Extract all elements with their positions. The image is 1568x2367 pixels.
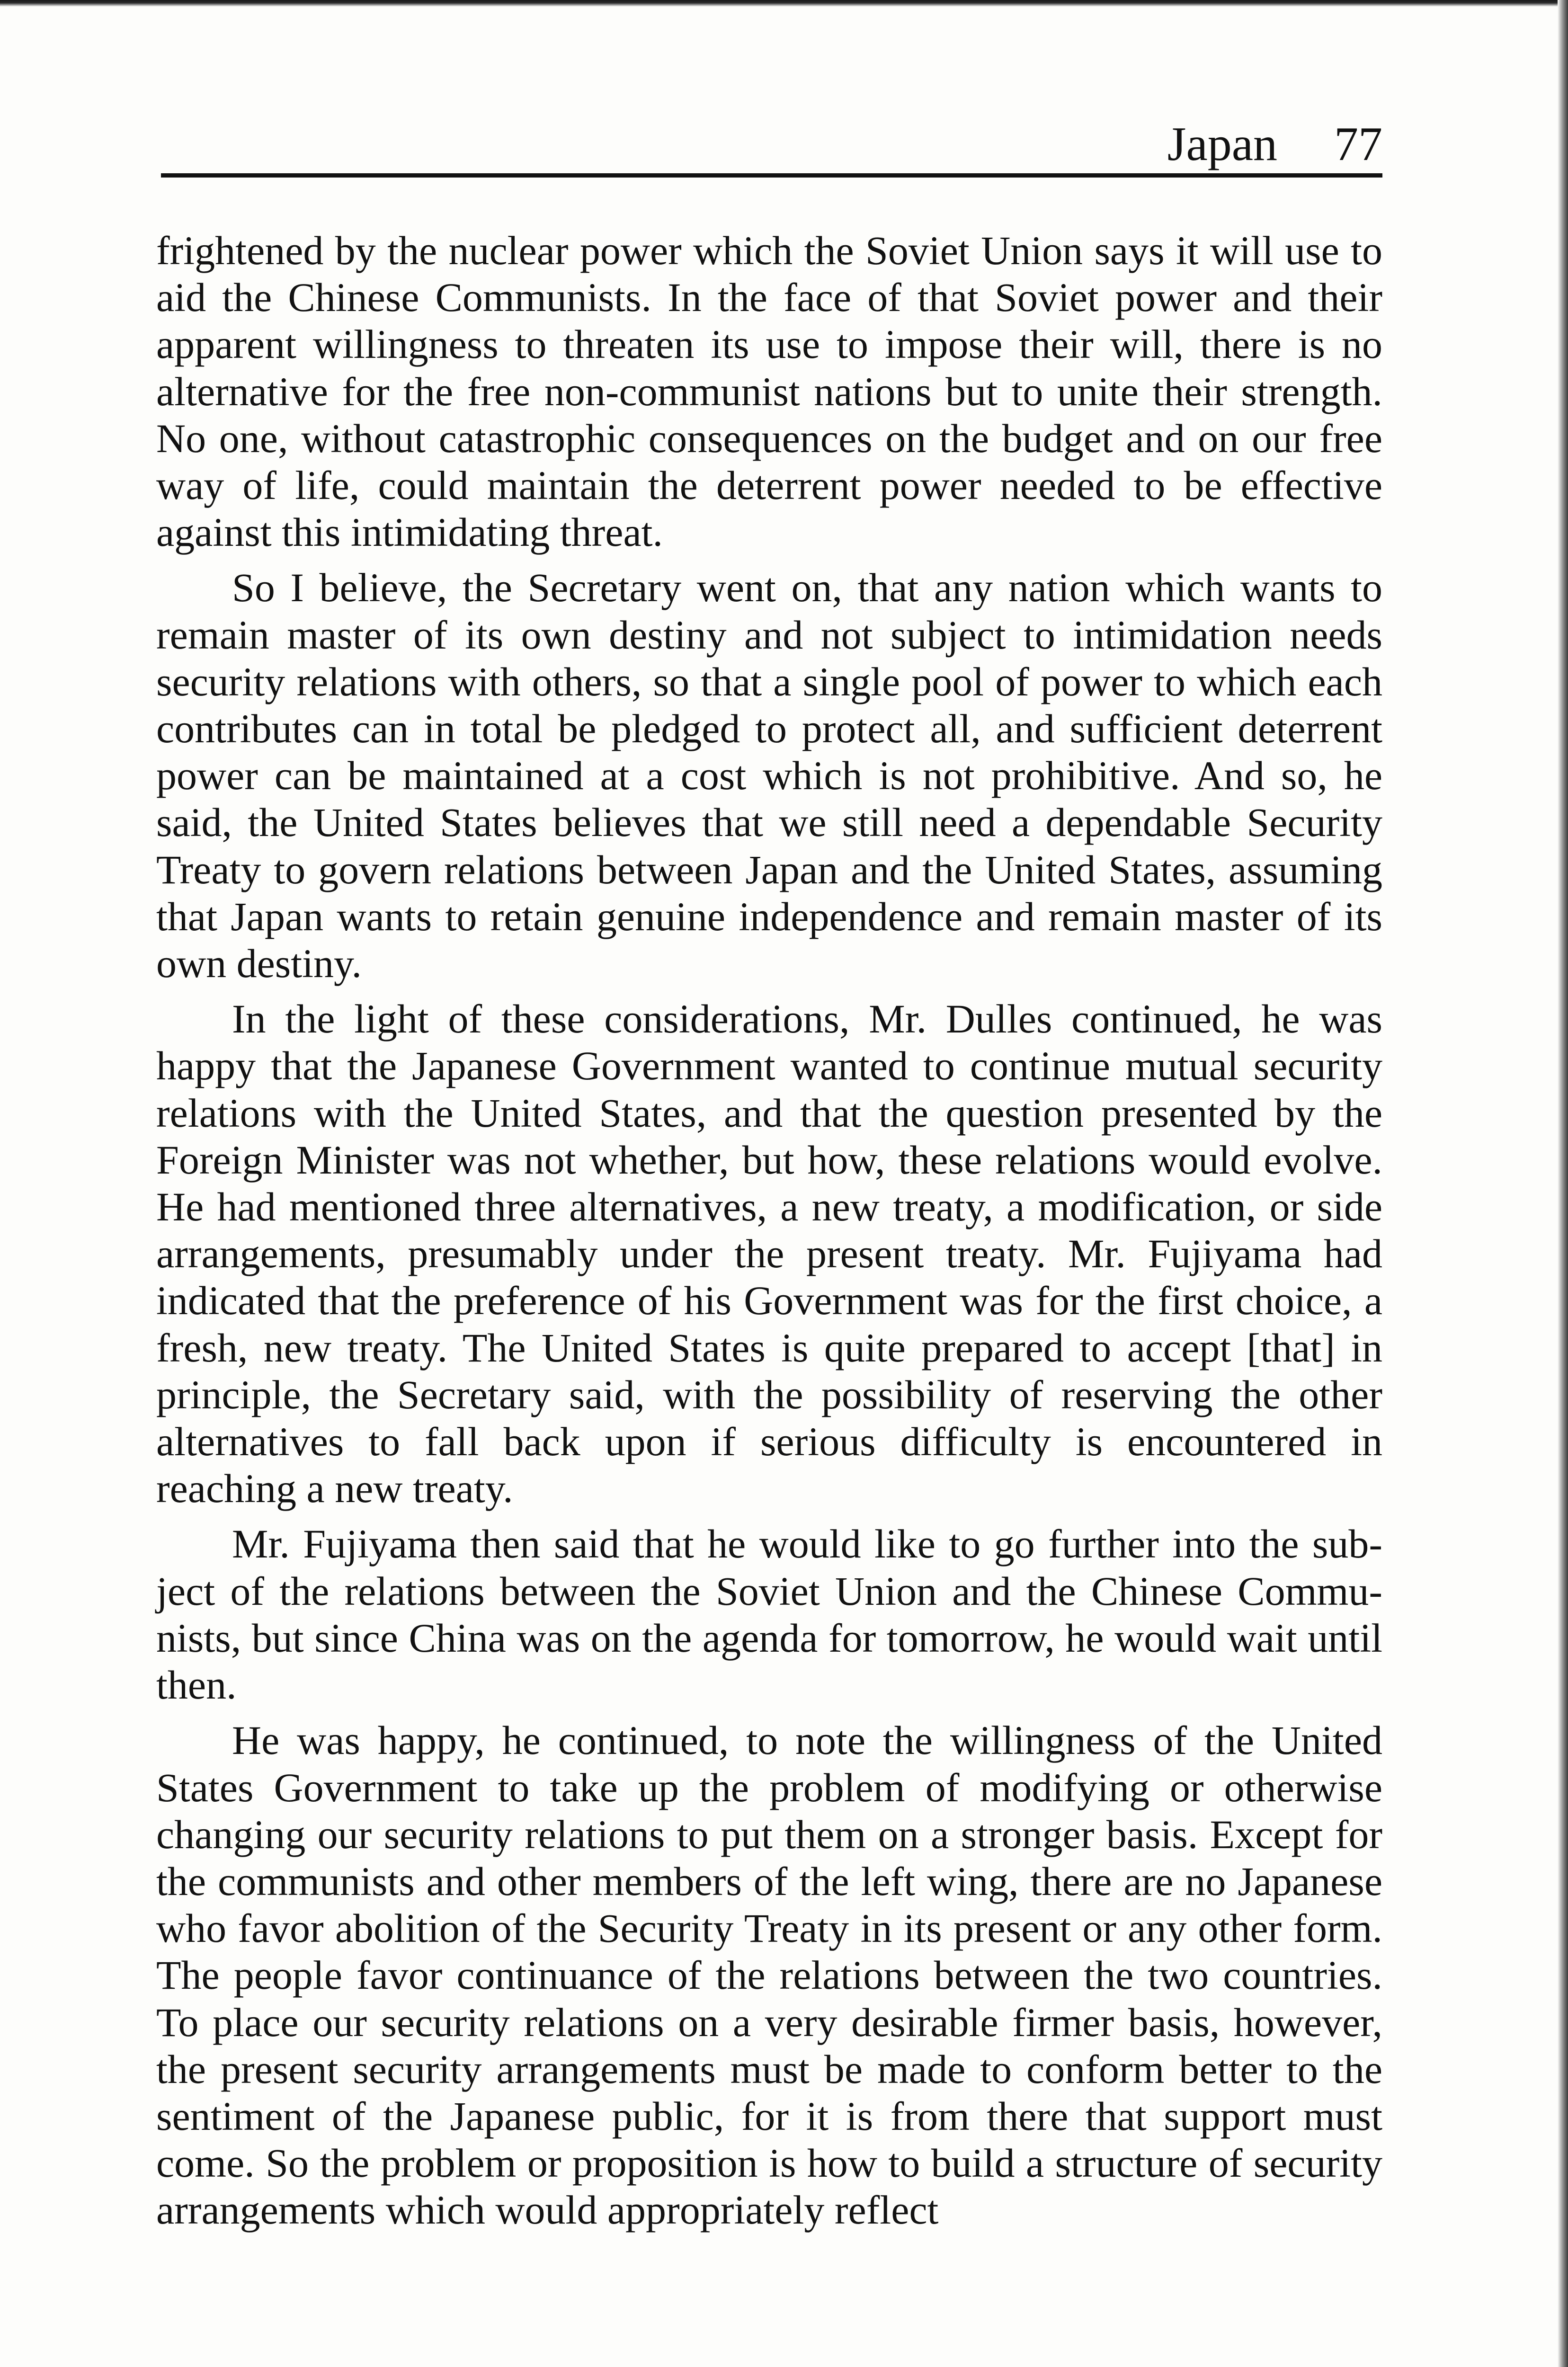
paragraph-dulles-alternatives: In the light of these considerations, Mr. Dulles continued, he was happy that the Japanese Government wanted to continue mutual security relations with the United States, and that the question presented by the Foreign Minister was not whether, but how, these relations would evolve. He had mentioned three alternatives, a new treaty, a modification, or side arrangements, presumably under the present treaty. Mr. Fujiyama had indicated that the preference of his Government was for the first choice, a fresh, new treaty. The United States is quite prepared to accept [that] in principle, the Secretary said, with the possibility of reserving the other alternatives to fall back upon if serious difficulty is encountered in reaching a new treaty. xyxy=(156,996,1382,1512)
paragraph-security-arrangements: He was happy, he continued, to note the willingness of the United States Government to take up the problem of modifying or otherwise changing our security relations to put them on a stronger basis. Except for the communists and other members of the left wing, there are no Japanese who favor abolition of the Security Treaty in its present or any other form. The people favor continuance of the relations between the two countries. To place our security relations on a very desirable firmer basis, however, the present security arrangements must be made to conform better to the sentiment of the Japanese public, for it is from there that support must come. So the problem or proposition is how to build a structure of security arrangements which would appropriately reflect xyxy=(156,1717,1382,2233)
paragraph-fujiyama-china: Mr. Fujiyama then said that he would like to go further into the subject of the relations between the Soviet Union and the Chinese Communists, but since China was on the agenda for tomorrow, he would wait until then. xyxy=(156,1521,1382,1708)
body-text xyxy=(156,227,1382,2358)
paragraph-secretary-security: So I believe, the Secretary went on, that any nation which wants to remain master of its own destiny and not subject to intimidation needs security relations with others, so that a single pool of power to which each contributes can in total be pledged to protect all, and sufficient deterrent power can be maintained at a cost which is not prohibitive. And so, he said, the United States believes that we still need a dependable Security Treaty to govern relations between Japan and the United States, assuming that Japan wants to retain genuine independence and remain master of its own destiny. xyxy=(156,565,1382,987)
scan-top-edge xyxy=(0,0,1568,7)
scan-right-edge xyxy=(1558,0,1568,2367)
page-number: 77 xyxy=(1334,117,1382,171)
running-head-title: Japan xyxy=(1167,117,1277,171)
running-head xyxy=(161,116,1382,173)
header-rule xyxy=(161,173,1382,178)
paragraph-continued: frightened by the nuclear power which the Soviet Union says it will use to aid the Chinese Communists. In the face of that Soviet power and their apparent willingness to threaten its use to impose their will, there is no alternative for the free non-communist nations but to unite their strength. No one, without catastrophic consequences on the budget and on our free way of life, could maintain the deterrent power needed to be effective against this intimidating threat. xyxy=(156,228,1382,555)
